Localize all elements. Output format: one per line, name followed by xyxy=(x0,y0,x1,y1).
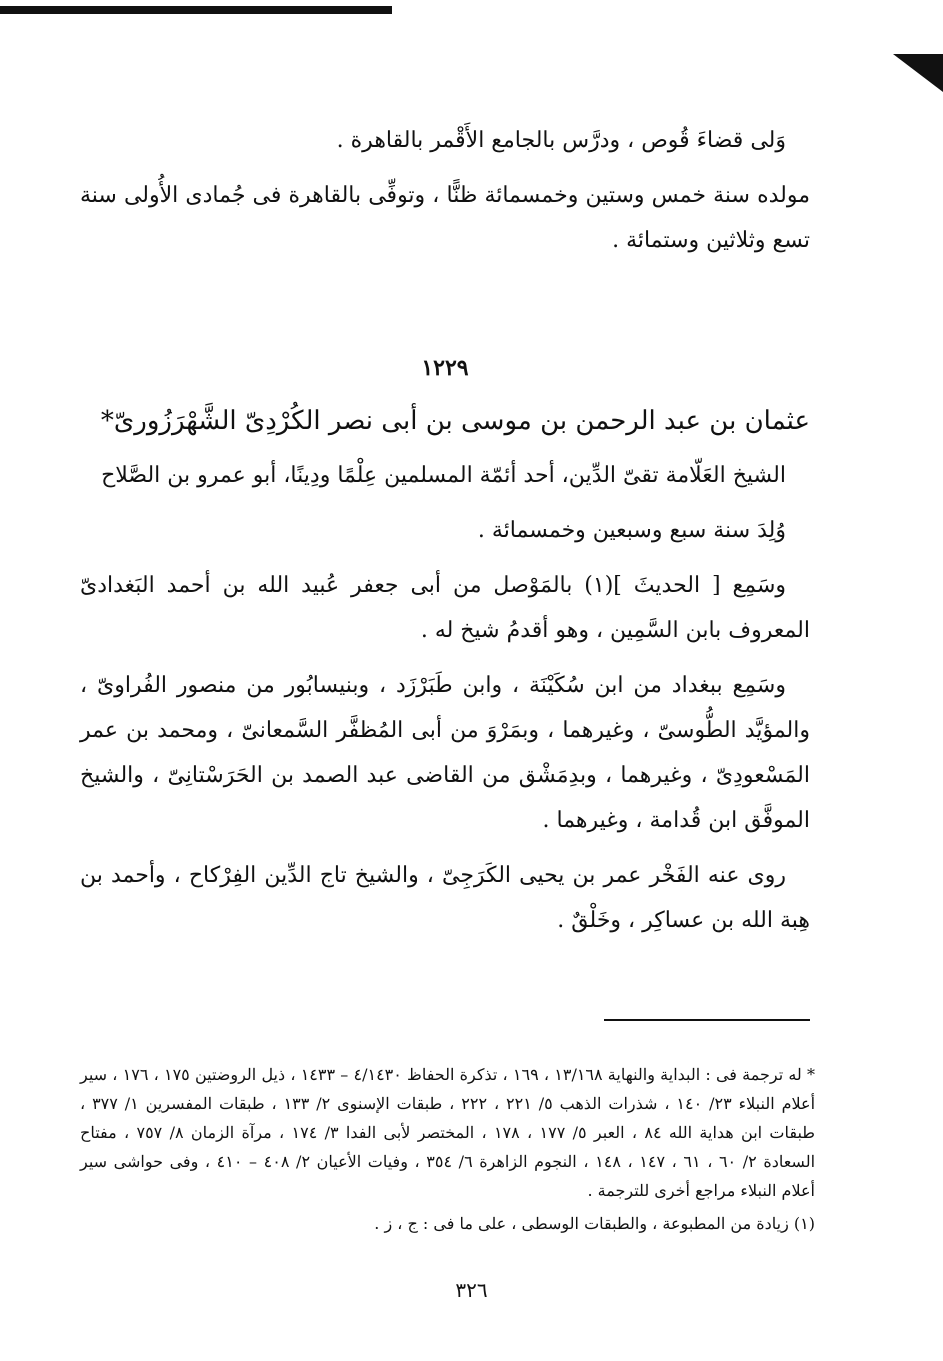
page-number: ٣٢٦ xyxy=(455,1278,488,1302)
entry-paragraph: روى عنه الفَخْر عمر بن يحيى الكَرَجِىّ ، والشيخ تاج الدِّين الفِرْكاح ، وأحمد بن هِبة الله بن عساكِر ، وخَلْقٌ . xyxy=(80,863,810,933)
entry-title: عثمان بن عبد الرحمن بن موسى بن أبى نصر الكُرْدِىّ الشَّهْرَزُورىّ* xyxy=(100,406,810,436)
footnotes xyxy=(80,1060,815,1242)
entry-paragraph: وسَمِع ببغداد من ابن سُكَيْنَة ، وابن طَبَرْزَد ، وبنيسابُور من منصور الفُراوىّ ، والمؤيَّد الطُّوسىّ ، وغيرهما ، وبمَرْوَ من أبى المُظفَّر السَّمعانىّ ، ومحمد بن عمر المَسْعودِىّ ، وغيرهما ، وبدِمَشْق من القاضى عبد الصمد بن الحَرَسْتانِىّ ، والشيخ الموفَّق ابن قُدامة ، وغيرهما . xyxy=(80,673,810,833)
intro-line-1: وَلى قضاءَ قُوص ، ودرَّس بالجامع الأَقْمر بالقاهرة . xyxy=(336,128,786,153)
entry-paragraph: وسَمِع [ الحديثَ ](١) بالمَوْصل من أبى جعفر عُبيد الله بن أحمد البَغدادىّ المعروف بابن السَّمِين ، وهو أقدمُ شيخ له . xyxy=(80,573,810,643)
entry-paragraph: الشيخ العَلّامة تقىّ الدِّين، أحد أئمّة المسلمين عِلْمًا ودِينًا، أبو عمرو بن الصَّلاح xyxy=(101,463,786,488)
page-body xyxy=(80,118,810,953)
footnote-sources: * له ترجمة فى : البداية والنهاية ١٣/١٦٨ ، ١٦٩ ، تذكرة الحفاظ ٤/١٤٣٠ – ١٤٣٣ ، ذيل الروضتين ١٧٥ ، ١٧٦ ، سير أعلام النبلاء ٢٣/ ١٤٠ ، شذرات الذهب ٥/ ٢٢١ ، ٢٢٢ ، طبقات الإسنوى ٢/ ١٣٣ ، طبقات المفسرين ١/ ٣٧٧ ، طبقات ابن هداية الله ٨٤ ، العبر ٥/ ١٧٧ ، ١٧٨ ، المختصر لأبى الفدا ٣/ ١٧٤ ، مرآة الزمان ٨/ ٧٥٧ ، مفتاح السعادة ٢/ ٦٠ ، ٦١ ، ١٤٧ ، ١٤٨ ، النجوم الزاهرة ٦/ ٣٥٤ ، وفيات الأعيان ٢/ ٤٠٨ – ٤١٠ ، وفى حواشى سير أعلام النبلاء مراجع أخرى للترجمة . xyxy=(80,1065,816,1200)
footnote-1: (١) زيادة من المطبوعة ، والطبقات الوسطى ، على ما فى : ج ، ز . xyxy=(374,1214,815,1233)
intro-line-2: مولده سنة خمس وستين وخمسمائة ظنًّا ، وتوفِّى بالقاهرة فى جُمادى الأُولى سنة تسع وثلاثين وستمائة . xyxy=(80,183,810,253)
footnote-separator xyxy=(604,1019,810,1021)
top-rule xyxy=(0,6,392,14)
entry-number: ١٢٢٩ xyxy=(421,355,469,381)
entry-paragraph: وُلِدَ سنة سبع وسبعين وخمسمائة . xyxy=(477,518,786,543)
page-corner-mark xyxy=(893,48,943,94)
